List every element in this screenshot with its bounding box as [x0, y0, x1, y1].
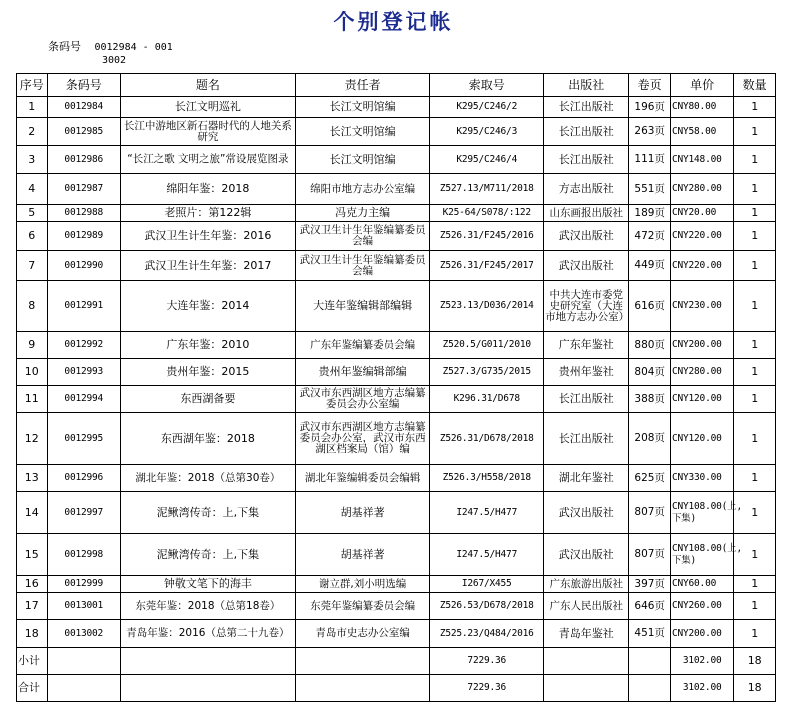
cell-pages: 807页 [629, 492, 671, 534]
cell-callno: Z526.31/D678/2018 [430, 413, 544, 465]
cell-pages: 625页 [629, 465, 671, 492]
cell-price: CNY220.00 [670, 251, 733, 281]
cell-title: 武汉卫生计生年鉴：2017 [120, 251, 295, 281]
cell-price: CNY120.00 [670, 386, 733, 413]
cell-publisher: 中共大连市委党史研究室（大连市地方志办公室） [544, 281, 629, 332]
cell-pages: 388页 [629, 386, 671, 413]
cell-code: 0012995 [47, 413, 120, 465]
cell-title: 东莞年鉴：2018（总第18卷） [120, 593, 295, 620]
cell-publisher: 长江出版社 [544, 118, 629, 146]
cell-author: 东莞年鉴编纂委员会编 [295, 593, 430, 620]
cell-seq: 2 [17, 118, 48, 146]
cell-code: 0012987 [47, 174, 120, 205]
cell-callno: Z520.5/G011/2010 [430, 332, 544, 359]
table-row [17, 620, 776, 648]
cell-pages: 551页 [629, 174, 671, 205]
cell-qty: 1 [734, 118, 776, 146]
cell-callno: K295/C246/3 [430, 118, 544, 146]
cell-callno: K25-64/S078/:122 [430, 205, 544, 222]
cell-price: CNY280.00 [670, 174, 733, 205]
cell-title: 泥鳅湾传奇：上,下集 [120, 534, 295, 576]
table-row [17, 332, 776, 359]
col-header-code: 条码号 [47, 74, 120, 97]
cell-publisher: 贵州年鉴社 [544, 359, 629, 386]
subtotal-price: 3102.00 [670, 648, 733, 675]
table-row [17, 222, 776, 251]
cell-publisher: 武汉出版社 [544, 251, 629, 281]
cell-title: 绵阳年鉴：2018 [120, 174, 295, 205]
cell-seq: 9 [17, 332, 48, 359]
cell-code: 0012984 [47, 97, 120, 118]
cell-publisher: 武汉出版社 [544, 534, 629, 576]
cell-title: 长江中游地区新石器时代的人地关系研究 [120, 118, 295, 146]
cell-author: 武汉卫生计生年鉴编纂委员会编 [295, 222, 430, 251]
cell-publisher: 方志出版社 [544, 174, 629, 205]
cell-seq: 10 [17, 359, 48, 386]
cell-pages: 472页 [629, 222, 671, 251]
cell-code: 0012992 [47, 332, 120, 359]
page-title: 个别登记帐 [333, 9, 454, 34]
cell-title: 贵州年鉴：2015 [120, 359, 295, 386]
cell-code: 0013001 [47, 593, 120, 620]
cell-seq: 14 [17, 492, 48, 534]
cell-pages: 263页 [629, 118, 671, 146]
cell-seq: 18 [17, 620, 48, 648]
table-row [17, 359, 776, 386]
cell-publisher: 长江出版社 [544, 386, 629, 413]
cell-seq: 8 [17, 281, 48, 332]
table-row [17, 174, 776, 205]
table-row [17, 576, 776, 593]
cell-code: 0012994 [47, 386, 120, 413]
cell-author: 武汉卫生计生年鉴编纂委员会编 [295, 251, 430, 281]
cell-title: 湖北年鉴：2018（总第30卷） [120, 465, 295, 492]
cell-callno: Z526.53/D678/2018 [430, 593, 544, 620]
cell-pages: 807页 [629, 534, 671, 576]
cell-seq: 3 [17, 146, 48, 174]
cell-qty: 1 [734, 174, 776, 205]
cell-price: CNY220.00 [670, 222, 733, 251]
cell-price: CNY200.00 [670, 620, 733, 648]
cell-price: CNY148.00 [670, 146, 733, 174]
col-header-qty: 数量 [734, 74, 776, 97]
cell-author: 长江文明馆编 [295, 97, 430, 118]
subtotal-row [17, 648, 776, 675]
cell-publisher: 广东人民出版社 [544, 593, 629, 620]
cell-qty: 1 [734, 465, 776, 492]
cell-qty: 1 [734, 576, 776, 593]
col-header-author: 责任者 [295, 74, 430, 97]
cell-price: CNY120.00 [670, 413, 733, 465]
cell-price: CNY200.00 [670, 332, 733, 359]
total-label: 合计 [17, 675, 48, 702]
cell-author: 长江文明馆编 [295, 118, 430, 146]
cell-seq: 11 [17, 386, 48, 413]
cell-seq: 16 [17, 576, 48, 593]
cell-qty: 1 [734, 492, 776, 534]
cell-code: 0012991 [47, 281, 120, 332]
cell-code: 0013002 [47, 620, 120, 648]
cell-code: 0012999 [47, 576, 120, 593]
cell-publisher: 武汉出版社 [544, 222, 629, 251]
cell-callno: Z527.13/M711/2018 [430, 174, 544, 205]
cell-title: 泥鳅湾传奇：上,下集 [120, 492, 295, 534]
col-header-pages: 卷页 [629, 74, 671, 97]
cell-qty: 1 [734, 332, 776, 359]
cell-title: 东西湖备要 [120, 386, 295, 413]
cell-qty: 1 [734, 146, 776, 174]
cell-callno: K295/C246/2 [430, 97, 544, 118]
subtotal-amount: 7229.36 [430, 648, 544, 675]
cell-seq: 12 [17, 413, 48, 465]
barcode-range [48, 38, 173, 66]
col-header-seq: 序号 [17, 74, 48, 97]
table-row [17, 386, 776, 413]
cell-publisher: 长江出版社 [544, 146, 629, 174]
cell-pages: 196页 [629, 97, 671, 118]
cell-title: “长江之歌 文明之旅”常设展览图录 [120, 146, 295, 174]
cell-price: CNY230.00 [670, 281, 733, 332]
cell-price: CNY330.00 [670, 465, 733, 492]
cell-code: 0012985 [47, 118, 120, 146]
cell-publisher: 广东年鉴社 [544, 332, 629, 359]
cell-title: 广东年鉴：2010 [120, 332, 295, 359]
cell-pages: 189页 [629, 205, 671, 222]
cell-qty: 1 [734, 534, 776, 576]
table-row [17, 492, 776, 534]
cell-title: 武汉卫生计生年鉴：2016 [120, 222, 295, 251]
cell-author: 谢立群,刘小明选编 [295, 576, 430, 593]
cell-seq: 1 [17, 97, 48, 118]
cell-code: 0012998 [47, 534, 120, 576]
cell-publisher: 广东旅游出版社 [544, 576, 629, 593]
cell-callno: Z526.3/H558/2018 [430, 465, 544, 492]
cell-author: 大连年鉴编辑部编辑 [295, 281, 430, 332]
cell-callno: Z526.31/F245/2016 [430, 222, 544, 251]
cell-price: CNY80.00 [670, 97, 733, 118]
table-row [17, 534, 776, 576]
cell-pages: 804页 [629, 359, 671, 386]
cell-publisher: 青岛年鉴社 [544, 620, 629, 648]
cell-code: 0012990 [47, 251, 120, 281]
subtotal-label: 小计 [17, 648, 48, 675]
cell-qty: 1 [734, 205, 776, 222]
total-price: 3102.00 [670, 675, 733, 702]
barcode-range-value-cont: 3002 [102, 55, 127, 66]
cell-callno: Z525.23/Q484/2016 [430, 620, 544, 648]
table-row [17, 118, 776, 146]
cell-pages: 616页 [629, 281, 671, 332]
subtotal-qty: 18 [734, 648, 776, 675]
cell-pages: 208页 [629, 413, 671, 465]
barcode-label: 条码号 [48, 40, 81, 53]
cell-price: CNY108.00(上,下集) [670, 534, 733, 576]
cell-title: 东西湖年鉴：2018 [120, 413, 295, 465]
cell-callno: Z523.13/D036/2014 [430, 281, 544, 332]
cell-author: 绵阳市地方志办公室编 [295, 174, 430, 205]
cell-price: CNY58.00 [670, 118, 733, 146]
cell-code: 0012988 [47, 205, 120, 222]
cell-code: 0012993 [47, 359, 120, 386]
cell-price: CNY260.00 [670, 593, 733, 620]
cell-price: CNY20.00 [670, 205, 733, 222]
cell-seq: 15 [17, 534, 48, 576]
cell-price: CNY60.00 [670, 576, 733, 593]
cell-callno: I247.5/H477 [430, 492, 544, 534]
col-header-publisher: 出版社 [544, 74, 629, 97]
cell-author: 长江文明馆编 [295, 146, 430, 174]
table-row [17, 146, 776, 174]
cell-author: 胡基祥著 [295, 492, 430, 534]
table-row [17, 97, 776, 118]
cell-author: 武汉市东西湖区地方志编纂委员会办公室编 [295, 386, 430, 413]
table-row [17, 413, 776, 465]
table-header-row [17, 74, 776, 97]
cell-publisher: 长江出版社 [544, 413, 629, 465]
cell-qty: 1 [734, 386, 776, 413]
cell-title: 钟敬文笔下的海丰 [120, 576, 295, 593]
cell-seq: 7 [17, 251, 48, 281]
cell-seq: 4 [17, 174, 48, 205]
cell-author: 广东年鉴编纂委员会编 [295, 332, 430, 359]
cell-qty: 1 [734, 620, 776, 648]
cell-callno: K296.31/D678 [430, 386, 544, 413]
cell-qty: 1 [734, 222, 776, 251]
cell-title: 青岛年鉴：2016（总第二十九卷） [120, 620, 295, 648]
cell-author: 湖北年鉴编辑委员会编辑 [295, 465, 430, 492]
cell-author: 贵州年鉴编辑部编 [295, 359, 430, 386]
cell-code: 0012989 [47, 222, 120, 251]
cell-seq: 13 [17, 465, 48, 492]
cell-price: CNY108.00(上,下集) [670, 492, 733, 534]
table-row [17, 251, 776, 281]
cell-pages: 880页 [629, 332, 671, 359]
cell-publisher: 山东画报出版社 [544, 205, 629, 222]
ledger-table [16, 73, 776, 702]
cell-publisher: 长江出版社 [544, 97, 629, 118]
cell-title: 长江文明巡礼 [120, 97, 295, 118]
cell-author: 武汉市东西湖区地方志编纂委员会办公室，武汉市东西湖区档案局（馆）编 [295, 413, 430, 465]
cell-code: 0012996 [47, 465, 120, 492]
table-row [17, 593, 776, 620]
cell-callno: Z527.3/G735/2015 [430, 359, 544, 386]
cell-author: 冯克力主编 [295, 205, 430, 222]
barcode-range-value: 0012984 - 001 [94, 42, 173, 53]
cell-author: 胡基祥著 [295, 534, 430, 576]
cell-code: 0012986 [47, 146, 120, 174]
cell-callno: I267/X455 [430, 576, 544, 593]
cell-seq: 17 [17, 593, 48, 620]
cell-pages: 111页 [629, 146, 671, 174]
total-qty: 18 [734, 675, 776, 702]
cell-price: CNY280.00 [670, 359, 733, 386]
total-row [17, 675, 776, 702]
col-header-title: 题名 [120, 74, 295, 97]
cell-callno: Z526.31/F245/2017 [430, 251, 544, 281]
table-row [17, 205, 776, 222]
cell-qty: 1 [734, 97, 776, 118]
cell-callno: I247.5/H477 [430, 534, 544, 576]
cell-qty: 1 [734, 413, 776, 465]
cell-qty: 1 [734, 281, 776, 332]
cell-author: 青岛市史志办公室编 [295, 620, 430, 648]
cell-title: 老照片：第122辑 [120, 205, 295, 222]
cell-pages: 397页 [629, 576, 671, 593]
cell-seq: 6 [17, 222, 48, 251]
cell-publisher: 湖北年鉴社 [544, 465, 629, 492]
cell-qty: 1 [734, 251, 776, 281]
cell-seq: 5 [17, 205, 48, 222]
cell-publisher: 武汉出版社 [544, 492, 629, 534]
cell-title: 大连年鉴：2014 [120, 281, 295, 332]
cell-code: 0012997 [47, 492, 120, 534]
col-header-callno: 索取号 [430, 74, 544, 97]
cell-pages: 646页 [629, 593, 671, 620]
cell-qty: 1 [734, 359, 776, 386]
table-row [17, 465, 776, 492]
col-header-price: 单价 [670, 74, 733, 97]
cell-qty: 1 [734, 593, 776, 620]
cell-pages: 449页 [629, 251, 671, 281]
total-amount: 7229.36 [430, 675, 544, 702]
table-row [17, 281, 776, 332]
cell-pages: 451页 [629, 620, 671, 648]
cell-callno: K295/C246/4 [430, 146, 544, 174]
